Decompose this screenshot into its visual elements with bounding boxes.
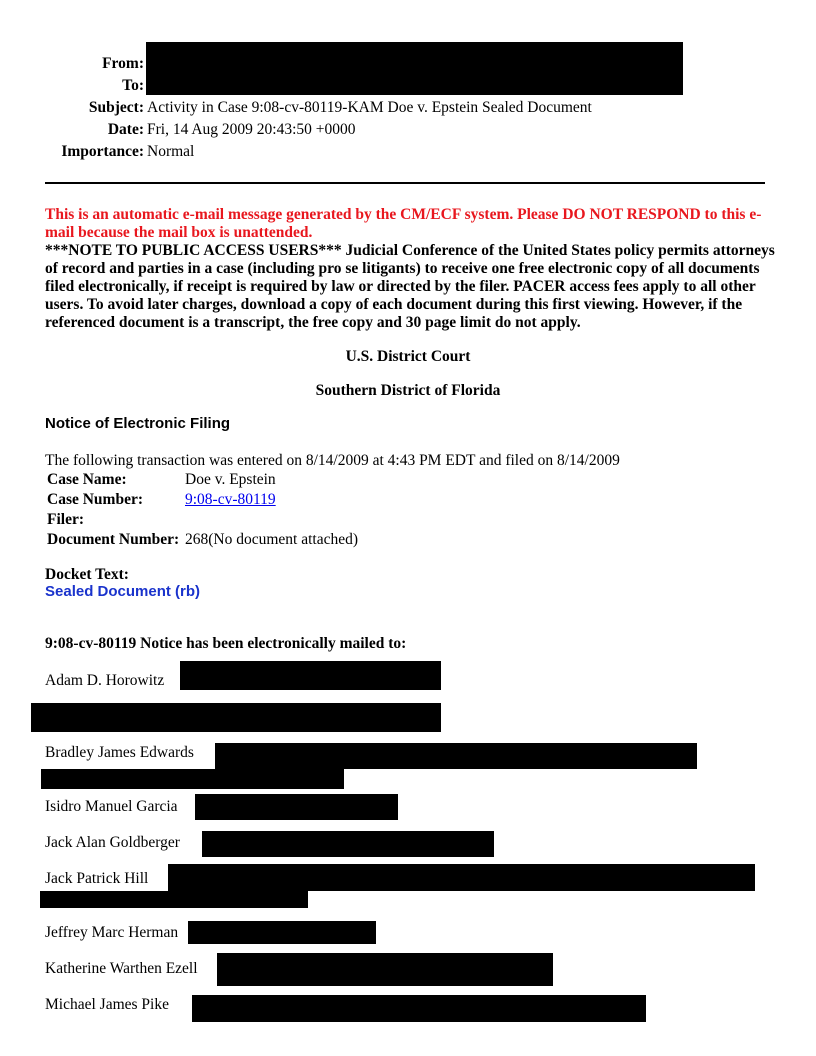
- subject-label: Subject:: [88, 99, 144, 116]
- importance-value: Normal: [147, 143, 195, 160]
- recipient-name: Michael James Pike: [45, 996, 169, 1013]
- recipient-name: Jack Alan Goldberger: [45, 834, 180, 851]
- recipient-name: Jeffrey Marc Herman: [45, 924, 179, 941]
- court-district: Southern District of Florida: [315, 382, 501, 399]
- subject-value: Activity in Case 9:08-cv-80119-KAM Doe v. Epstein Sealed Document: [147, 99, 592, 116]
- to-label: To:: [122, 77, 144, 94]
- redaction-from-to: [146, 42, 683, 95]
- doc-number-value: 268(No document attached): [185, 531, 359, 548]
- recipient-name: Bradley James Edwards: [45, 744, 194, 761]
- court-name: U.S. District Court: [345, 348, 471, 365]
- public-access-note: ***NOTE TO PUBLIC ACCESS USERS*** Judicial Conference of the United States policy permits attorneys of record and parties in a case (including pro se litigants) to receive one free electronic copy of all documents filed electronically, if receipt is required by law or directed by the filer. PACER access fees apply to all other users. To avoid later charges, download a copy of each document during this first viewing. However, if the referenced document is a transcript, the free copy and 30 page limit do not apply.: [45, 242, 775, 331]
- redaction-email: [40, 891, 308, 908]
- docket-text-value: Sealed Document (rb): [45, 583, 201, 600]
- redaction-email: [188, 921, 376, 944]
- recipient-name: Jack Patrick Hill: [45, 870, 149, 887]
- redaction-email: [215, 743, 697, 769]
- header-divider: [45, 182, 765, 184]
- date-label: Date:: [107, 121, 144, 138]
- case-name-label: Case Name:: [47, 471, 127, 488]
- redaction-email: [180, 661, 441, 690]
- case-name-value: Doe v. Epstein: [185, 471, 276, 488]
- recipients-heading: 9:08-cv-80119 Notice has been electronically mailed to:: [45, 635, 407, 652]
- redaction-email: [217, 953, 553, 986]
- case-number-label: Case Number:: [47, 491, 143, 508]
- recipient-name: Katherine Warthen Ezell: [45, 960, 198, 977]
- recipient-name: Isidro Manuel Garcia: [45, 798, 178, 815]
- redaction-email: [192, 995, 646, 1022]
- importance-label: Importance:: [61, 143, 144, 160]
- nef-title: Notice of Electronic Filing: [45, 415, 231, 432]
- filer-label: Filer:: [47, 511, 85, 528]
- redaction-email: [195, 794, 398, 820]
- recipient-name: Adam D. Horowitz: [45, 672, 165, 689]
- doc-number-label: Document Number:: [47, 531, 180, 548]
- date-value: Fri, 14 Aug 2009 20:43:50 +0000: [147, 121, 356, 138]
- redaction-email: [202, 831, 494, 857]
- case-number-link[interactable]: 9:08-cv-80119: [185, 491, 276, 508]
- redaction-email: [168, 864, 755, 891]
- redaction-email: [31, 703, 441, 732]
- redaction-email: [41, 769, 344, 789]
- docket-text-label: Docket Text:: [45, 566, 129, 583]
- auto-message-warning: This is an automatic e-mail message generated by the CM/ECF system. Please DO NOT RESPOND to this e-mail because the mail box is unattended.: [45, 206, 762, 241]
- transaction-text: The following transaction was entered on 8/14/2009 at 4:43 PM EDT and filed on 8/14/2009: [45, 452, 620, 469]
- from-label: From:: [102, 55, 144, 72]
